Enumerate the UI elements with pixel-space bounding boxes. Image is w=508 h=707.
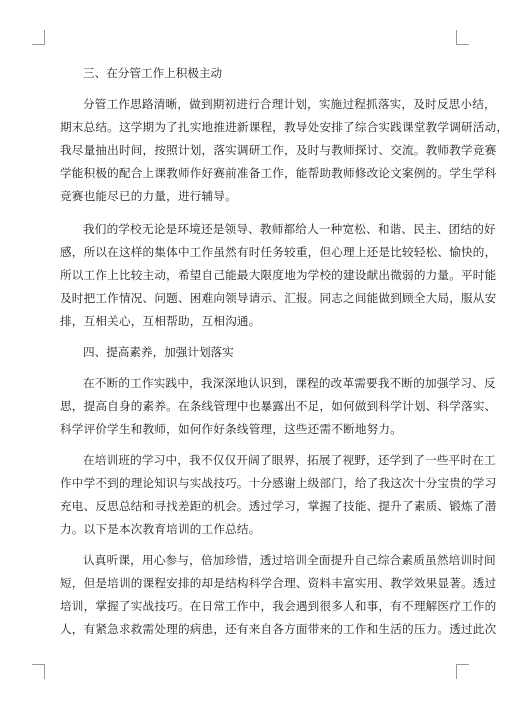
crop-mark-bottom-left	[32, 664, 45, 679]
paragraph-3	[60, 372, 497, 441]
paragraph-line: 排，互相关心，互相帮助，互相沟通。	[60, 314, 261, 328]
paragraph-line: 我们的学校无论是环境还是领导、教师都给人一种宽松、和谐、民主、团结的好	[83, 222, 496, 236]
paragraph-line: 我尽量抽出时间，按照计划，落实调研工作，及时与教师探讨、交流。教师教学竞赛	[60, 143, 497, 157]
document-body	[60, 62, 508, 641]
paragraph-line: 培训，掌握了实战技巧。在日常工作中，我会遇到很多人和事，有不理解医疗工作的	[60, 599, 497, 613]
paragraph-line: 力。以下是本次教育培训的工作总结。	[60, 522, 261, 536]
paragraph-line: 感，所以在这样的集体中工作虽然有时任务较重，但心理上还是比较轻松、愉快的，	[60, 245, 497, 259]
paragraph-line: 竞赛也能尽已的力量，进行辅导。	[60, 189, 237, 203]
paragraph-line: 科学评价学生和教师，如何作好条线管理，这些还需不断地努力。	[60, 422, 403, 436]
paragraph-line: 在不断的工作实践中，我深深地认识到，课程的改革需要我不断的加强学习、反	[83, 376, 496, 390]
paragraph-line: 作中学不到的理论知识与实战技巧。十分感谢上级部门，给了我这次十分宝贵的学习	[60, 476, 497, 490]
paragraph-line: 所以工作上比较主动，希望自己能最大限度地为学校的建设献出微弱的力量。平时能	[60, 268, 497, 282]
paragraph-5	[60, 549, 497, 641]
paragraph-line: 学能积极的配合上课教师作好赛前准备工作，能帮助教师修改论文案例的。学生学科	[60, 166, 497, 180]
paragraph-2	[60, 218, 497, 333]
section-heading-3: 三、在分管工作上积极主动	[83, 66, 223, 80]
crop-mark-bottom-right	[456, 664, 469, 679]
paragraph-line: 认真听课，用心参与，倍加珍惜，透过培训全面提升自己综合素质虽然培训时间	[83, 553, 496, 567]
paragraph-4	[60, 449, 497, 541]
section-heading-4: 四、提高素养，加强计划落实	[83, 345, 234, 359]
paragraph-1	[60, 93, 508, 208]
paragraph-line: 及时把工作情况、问题、困难向领导请示、汇报。同志之间能做到顾全大局，服从安	[60, 291, 497, 305]
crop-mark-top-left	[32, 30, 45, 45]
paragraph-line: 人，有紧急求救需处理的病患，还有来自各方面带来的工作和生活的压力。透过此次	[60, 622, 497, 636]
paragraph-line: 在培训班的学习中，我不仅仅开阔了眼界，拓展了视野，还学到了一些平时在工	[83, 453, 496, 467]
paragraph-line: 充电、反思总结和寻找差距的机会。透过学习，掌握了技能、提升了素质、锻炼了潜	[60, 499, 497, 513]
crop-mark-top-right	[456, 30, 469, 45]
paragraph-line: 期末总结。这学期为了扎实地推进新课程，教导处安排了综合实践课堂教学调研活动，	[60, 120, 508, 134]
paragraph-line: 思，提高自身的素养。在条线管理中也暴露出不足，如何做到科学计划、科学落实、	[60, 399, 497, 413]
paragraph-line: 分管工作思路清晰，做到期初进行合理计划，实施过程抓落实，及时反思小结，	[83, 97, 496, 111]
paragraph-line: 短，但是培训的课程安排的却是结构科学合理、资料丰富实用、教学效果显著。透过	[60, 576, 497, 590]
